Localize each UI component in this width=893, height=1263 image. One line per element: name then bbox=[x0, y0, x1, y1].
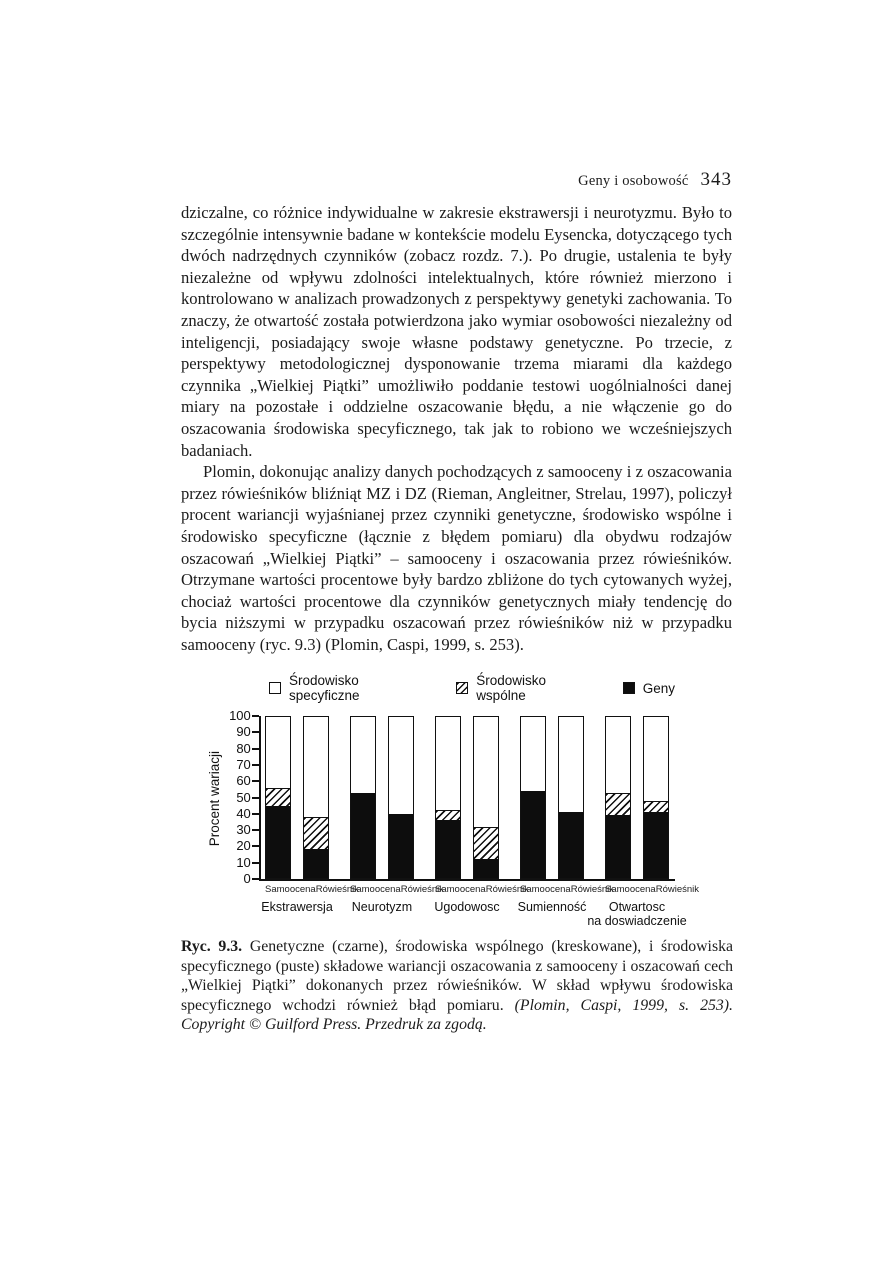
group-label-line1: Ekstrawersja bbox=[261, 900, 333, 914]
legend-item-specyficzne bbox=[269, 673, 430, 703]
bar-pair-labels bbox=[435, 884, 529, 895]
stacked-bar-chart bbox=[205, 708, 675, 886]
segment-geny bbox=[559, 812, 583, 878]
y-tick-mark bbox=[252, 764, 259, 766]
bar-group-ugodowosc bbox=[435, 716, 499, 879]
legend-label-geny: Geny bbox=[642, 680, 675, 696]
x-axis-labels bbox=[205, 884, 699, 928]
bar-ekstrawersja-r-wie-nik bbox=[303, 716, 329, 879]
group-label-ekstrawersja bbox=[261, 900, 333, 914]
legend-label-wspolne: Środowisko wspólne bbox=[476, 673, 546, 703]
x-label-group-ekstrawersja bbox=[261, 884, 359, 928]
segment-geny bbox=[606, 815, 630, 878]
group-label-otwartosc bbox=[587, 900, 687, 928]
segment-geny bbox=[389, 814, 413, 878]
segment-srodowisko-wspolne bbox=[436, 810, 460, 820]
bar-neurotyzm-r-wie-nik bbox=[388, 716, 414, 879]
group-label-line1: Neurotyzm bbox=[351, 900, 413, 914]
figure-caption bbox=[181, 937, 733, 1035]
legend-label-specyficzne: Środowisko specyficzne bbox=[289, 673, 360, 703]
segment-geny bbox=[304, 849, 328, 878]
legend-item-wspolne bbox=[456, 673, 597, 703]
running-head bbox=[578, 169, 732, 191]
group-label-line2: na doswiadczenie bbox=[587, 914, 687, 928]
paragraph-2: Plomin, dokonując analizy danych pochodzących z samooceny i z oszacowania przez rówieśników bliźniąt MZ i DZ (Rieman, Angleitner, Strelau, 1997), policzył procent wariancji wyjaśnianej przez czynniki genetyczne, środowisko wspólne i środowisko specyficzne (łącznie z błędem pomiaru) dla obydwu rodzajów oszacowań „Wielkiej Piątki” – samooceny i oszacowania przez rówieśników. Otrzymane wartości procentowe były bardzo zbliżone do tych cytowanych wyżej, chociaż wartości procentowe dla czynników genetycznych miały tendencję do bycia niższymi w przypadku oszacowań przez rówieśników niż w przypadku samooceny (ryc. 9.3) (Plomin, Caspi, 1999, s. 253). bbox=[181, 462, 732, 654]
bar-pair-labels bbox=[265, 884, 359, 895]
bar-pair-labels bbox=[605, 884, 699, 895]
x-label-group-ugodowosc bbox=[434, 884, 529, 928]
y-tick-label-50: 50 bbox=[236, 789, 251, 805]
x-label-group-otwartosc bbox=[587, 884, 699, 928]
bar-otwartosc-samoocena bbox=[605, 716, 631, 879]
y-tick-mark bbox=[252, 731, 259, 733]
bar-label-r-wie-nik: Rówieśnik bbox=[655, 884, 699, 895]
paragraph-1: dziczalne, co różnice indywidualne w zakresie ekstrawersji i neurotyzmu. Było to szczególnie intensywnie badane w kontekście modelu Eysencka, dotyczącego tych dwóch nadrzędnych czynników (zobacz rozdz. 7.). Po drugie, ustalenia te były niezależne od wpływu zdolności intelektualnych, które również mierzono i kontrolowano w analizach prowadzonych z perspektywy genetyki zachowania. To znaczy, że otwartość została potwierdzona jako wymiar osobowości niezależny od inteligencji, posiadający swoje własne podstawy genetyczne. Po trzecie, z perspektywy metodologicznej dysponowanie trzema miarami dla każdego czynnika „Wielkiej Piątki” umożliwiło poddanie testowi uogólnialności danej miary na pozostałe i oddzielne oszacowanie błędu, a nie włączenie go do oszacowania środowiska specyficznego, tak jak to robiono we wcześniejszych badaniach. bbox=[181, 203, 732, 460]
y-tick-label-60: 60 bbox=[236, 773, 251, 789]
white-square-icon bbox=[269, 682, 281, 694]
y-tick-label-70: 70 bbox=[236, 756, 251, 772]
group-label-line1: Ugodowosc bbox=[434, 900, 500, 914]
bar-label-r-wie-nik: Rówieśnik bbox=[570, 884, 614, 895]
black-square-icon bbox=[623, 682, 635, 694]
y-tick-label-100: 100 bbox=[229, 708, 251, 723]
running-title: Geny i osobowość bbox=[578, 173, 689, 189]
bar-label-cell bbox=[605, 884, 656, 895]
segment-geny bbox=[351, 793, 375, 878]
legend-item-geny bbox=[623, 681, 675, 696]
group-label-neurotyzm bbox=[350, 900, 414, 914]
segment-srodowisko-wspolne bbox=[266, 788, 290, 806]
bar-pair-labels bbox=[520, 884, 614, 895]
bar-label-cell bbox=[350, 884, 401, 895]
bar-label-r-wie-nik: Rówieśnik bbox=[400, 884, 444, 895]
segment-geny bbox=[521, 791, 545, 878]
chart-legend bbox=[269, 673, 675, 703]
y-tick-mark bbox=[252, 748, 259, 750]
plot-area bbox=[259, 716, 675, 881]
bar-otwartosc-r-wie-nik bbox=[643, 716, 669, 879]
segment-srodowisko-wspolne bbox=[474, 827, 498, 859]
y-tick-label-30: 30 bbox=[236, 822, 251, 838]
bar-label-cell bbox=[435, 884, 486, 895]
bar-ugodowosc-r-wie-nik bbox=[473, 716, 499, 879]
y-tick-label-20: 20 bbox=[236, 838, 251, 854]
segment-geny bbox=[474, 859, 498, 878]
y-tick-mark bbox=[252, 862, 259, 864]
bar-label-samoocena: Samoocena bbox=[265, 884, 316, 895]
caption-number: Ryc. 9.3. bbox=[181, 938, 243, 955]
segment-srodowisko-wspolne bbox=[606, 793, 630, 816]
segment-srodowisko-wspolne bbox=[304, 817, 328, 849]
y-tick-mark bbox=[252, 715, 259, 717]
bar-ugodowosc-samoocena bbox=[435, 716, 461, 879]
bar-label-cell bbox=[656, 884, 699, 895]
x-label-group-neurotyzm bbox=[350, 884, 444, 928]
y-tick-mark bbox=[252, 829, 259, 831]
bar-label-samoocena: Samoocena bbox=[350, 884, 401, 895]
bar-ekstrawersja-samoocena bbox=[265, 716, 291, 879]
caption-text: Genetyczne (czarne), środowiska wspólnego (kreskowane), i środowiska specyficznego (puste) składowe wariancji oszacowania z samooceny i oszacowań cech „Wielkiej Piątki” dokonanych przez rówieśników. W skład wpływu środowiska specyficznego wchodzi również błąd pomiaru. bbox=[181, 938, 733, 1014]
hatched-square-icon bbox=[456, 682, 468, 694]
y-tick-label-80: 80 bbox=[236, 740, 251, 756]
body-text bbox=[181, 202, 732, 655]
caption-source: (Plomin, Caspi, 1999, s. 253). Copyright © Guilford Press. Przedruk za zgodą. bbox=[181, 996, 733, 1033]
y-tick-label-0: 0 bbox=[243, 871, 251, 886]
group-label-ugodowosc bbox=[435, 900, 499, 914]
y-tick-label-40: 40 bbox=[236, 805, 251, 821]
group-label-line1: Otwartosc bbox=[608, 900, 666, 914]
y-tick-label-90: 90 bbox=[236, 724, 251, 740]
bar-group-sumienno- bbox=[520, 716, 584, 879]
bar-neurotyzm-samoocena bbox=[350, 716, 376, 879]
bar-label-r-wie-nik: Rówieśnik bbox=[315, 884, 359, 895]
y-tick-mark bbox=[252, 780, 259, 782]
segment-geny bbox=[436, 820, 460, 878]
bar-group-ekstrawersja bbox=[265, 716, 329, 879]
bar-sumienno--r-wie-nik bbox=[558, 716, 584, 879]
bar-label-samoocena: Samoocena bbox=[520, 884, 571, 895]
bar-sumienno--samoocena bbox=[520, 716, 546, 879]
y-tick-mark bbox=[252, 797, 259, 799]
page-number: 343 bbox=[700, 169, 732, 190]
segment-geny bbox=[266, 806, 290, 878]
bar-pair-labels bbox=[350, 884, 444, 895]
segment-srodowisko-wspolne bbox=[644, 801, 668, 812]
x-label-group-sumienno- bbox=[517, 884, 614, 928]
y-axis-title: Procent wariacji bbox=[207, 750, 223, 847]
bar-label-cell bbox=[265, 884, 316, 895]
bar-group-neurotyzm bbox=[350, 716, 414, 879]
y-tick-mark bbox=[252, 845, 259, 847]
bar-group-otwartosc bbox=[605, 716, 669, 879]
figure-ryc-9-3 bbox=[205, 673, 699, 928]
bar-label-samoocena: Samoocena bbox=[435, 884, 486, 895]
segment-geny bbox=[644, 812, 668, 878]
y-tick-label-10: 10 bbox=[236, 854, 251, 870]
group-label-sumienno- bbox=[517, 900, 587, 914]
bar-label-r-wie-nik: Rówieśnik bbox=[485, 884, 529, 895]
y-tick-mark bbox=[252, 813, 259, 815]
group-label-line1: Sumienność bbox=[517, 900, 587, 914]
bar-label-cell bbox=[520, 884, 571, 895]
y-tick-mark bbox=[252, 878, 259, 880]
bar-label-samoocena: Samoocena bbox=[605, 884, 656, 895]
